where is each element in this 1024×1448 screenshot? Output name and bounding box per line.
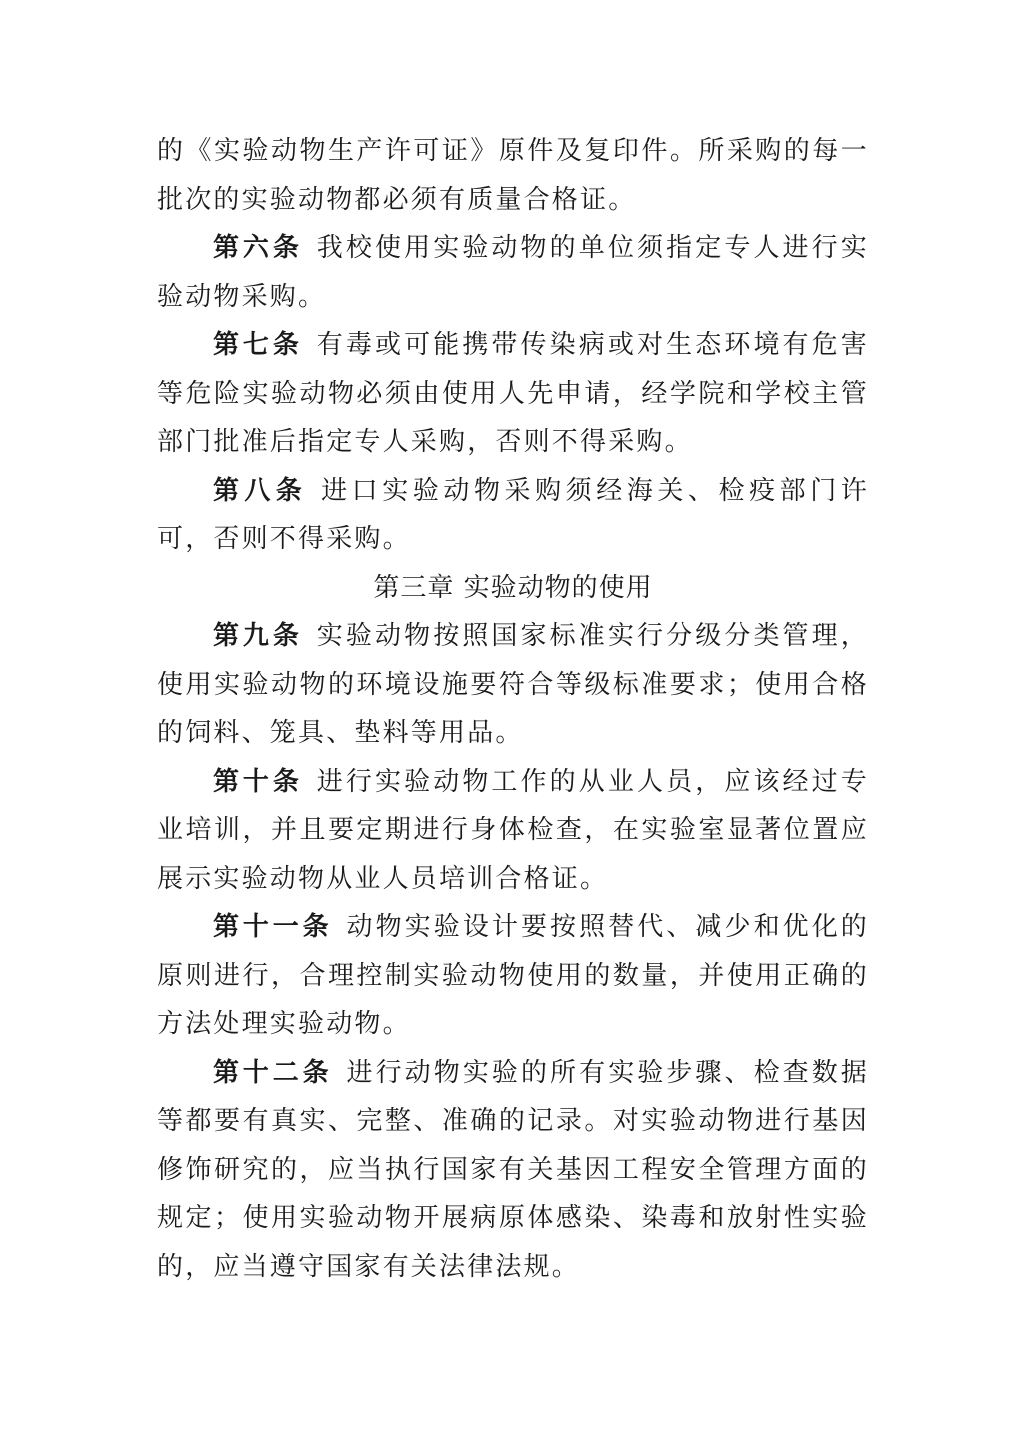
article-text: 有毒或可能携带传染病或对生态环境有危害等危险实验动物必须由使用人先申请，经学院和学校主管部门批准后指定专人采购，否则不得采购。 xyxy=(157,330,869,457)
article-text: 我校使用实验动物的单位须指定专人进行实验动物采购。 xyxy=(157,233,869,312)
article-9 xyxy=(157,612,869,758)
document-page xyxy=(157,127,869,1291)
article-8 xyxy=(157,467,869,564)
article-label: 第十二条 xyxy=(213,1057,333,1088)
continuation-paragraph: 的《实验动物生产许可证》原件及复印件。所采购的每一批次的实验动物都必须有质量合格证。 xyxy=(157,136,869,215)
article-text: 实验动物按照国家标准实行分级分类管理，使用实验动物的环境设施要符合等级标准要求；使用合格的饲料、笼具、垫料等用品。 xyxy=(157,621,869,748)
article-text: 进行实验动物工作的从业人员，应该经过专业培训，并且要定期进行身体检查，在实验室显著位置应展示实验动物从业人员培训合格证。 xyxy=(157,766,869,894)
article-label: 第九条 xyxy=(213,621,303,651)
article-text: 动物实验设计要按照替代、减少和优化的原则进行，合理控制实验动物使用的数量，并使用正确的方法处理实验动物。 xyxy=(157,912,869,1039)
article-6 xyxy=(157,224,869,321)
article-label: 第七条 xyxy=(213,330,303,360)
article-7 xyxy=(157,321,869,467)
article-12 xyxy=(157,1049,869,1292)
article-11 xyxy=(157,903,869,1049)
article-label: 第六条 xyxy=(213,233,303,263)
chapter-heading: 第三章 实验动物的使用 xyxy=(373,572,653,603)
article-10 xyxy=(157,758,869,904)
article-text: 进行动物实验的所有实验步骤、检查数据等都要有真实、完整、准确的记录。对实验动物进行基因修饰研究的，应当执行国家有关基因工程安全管理方面的规定；使用实验动物开展病原体感染、染毒和放射性实验的，应当遵守国家有关法律法规。 xyxy=(157,1057,869,1282)
article-label: 第十条 xyxy=(213,766,303,797)
article-label: 第十一条 xyxy=(213,912,333,942)
article-label: 第八条 xyxy=(213,475,308,506)
article-text: 进口实验动物采购须经海关、检疫部门许可，否则不得采购。 xyxy=(157,475,869,554)
